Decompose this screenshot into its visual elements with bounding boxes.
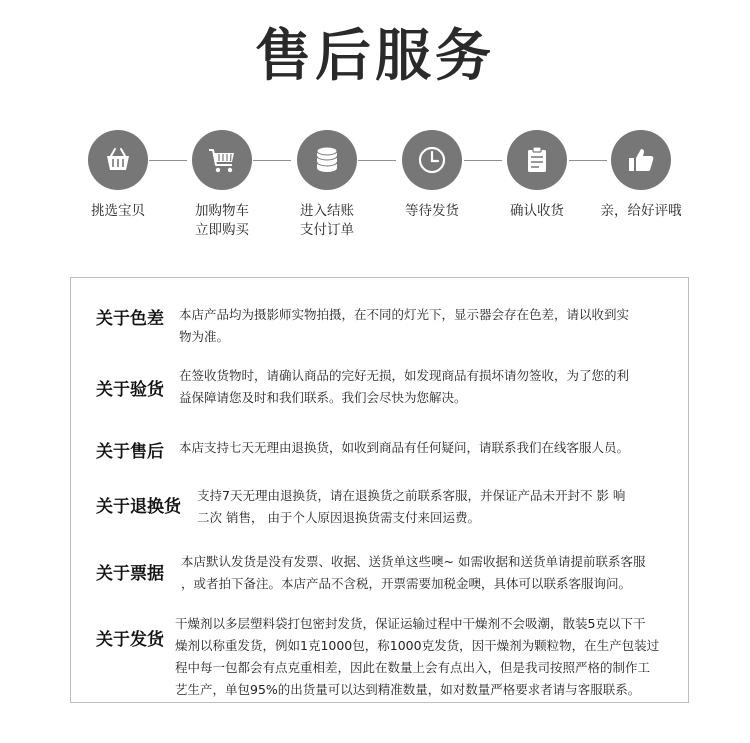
clipboard-icon: [507, 130, 567, 190]
shopping-cart-icon: [192, 130, 252, 190]
section-body: [181, 551, 645, 595]
section-line: 支持7天无理由退换货，请在退换货之前联系客服，并保证产品未开封不 影 响: [197, 488, 626, 503]
step-review: [586, 130, 696, 221]
section-heading: 关于票据: [96, 564, 164, 584]
thumbs-up-icon: [611, 130, 671, 190]
basket-icon: [88, 130, 148, 190]
section-line: 干燥剂以多层塑料袋打包密封发货，保证运输过程中干燥剂不会吸潮，散装5克以下干: [175, 616, 646, 631]
section-line: 本店支持七天无理由退换货，如收到商品有任何疑问，请联系我们在线客服人员。: [179, 440, 630, 455]
step-label-line: 亲，给好评哦: [600, 203, 682, 219]
step-label-line: 等待发货: [405, 203, 459, 219]
section-body: [197, 485, 625, 529]
clock-icon: [402, 130, 462, 190]
section-line: 物为准。: [179, 329, 230, 344]
section-body: [179, 437, 629, 459]
section-heading: 关于验货: [96, 380, 164, 400]
step-add-to-cart: [167, 130, 277, 240]
section-line: 艺生产，单包95%的出货量可以达到精准数量，如对数量严格要求者请与客服联系。: [175, 682, 641, 697]
section-body: [179, 304, 629, 348]
section-line: 程中每一包都会有点克重相差，因此在数量上会有点出入，但是我司按照严格的制作工: [175, 660, 651, 675]
section-line: ，或者拍下备注。本店产品不含税，开票需要加税金噢，具体可以联系客服询问。: [181, 576, 632, 591]
step-select-item: [63, 130, 173, 221]
page-title: 售后服务: [255, 24, 495, 89]
section-heading: 关于退换货: [96, 497, 181, 517]
section-line: 在签收货物时，请确认商品的完好无损，如发现商品有损坏请勿签收，为了您的利: [179, 368, 630, 383]
section-body: [179, 365, 629, 409]
policy-panel: [70, 277, 689, 703]
section-heading: 关于色差: [96, 309, 164, 329]
step-checkout: [272, 130, 382, 240]
section-heading: 关于售后: [96, 442, 164, 462]
step-label-line: 加购物车: [195, 203, 249, 219]
section-line: 燥剂以称重发货，例如1克1000包，称1000克发货，因干燥剂为颗粒物，在生产包装过: [175, 638, 660, 653]
step-label-line: 确认收货: [510, 203, 564, 219]
step-confirm-receipt: [482, 130, 592, 221]
section-line: 本店产品均为摄影师实物拍摄，在不同的灯光下，显示器会存在色差，请以收到实: [179, 307, 630, 322]
step-wait-shipping: [377, 130, 487, 221]
section-line: 本店默认发货是没有发票、收据、送货单这些噢~ 如需收据和送货单请提前联系客服: [181, 554, 646, 569]
step-label-line: 进入结账: [300, 203, 354, 219]
process-steps: [0, 130, 750, 240]
step-label-line: 挑选宝贝: [91, 203, 145, 219]
section-heading: 关于发货: [96, 630, 164, 650]
step-label-line: 支付订单: [300, 222, 354, 238]
coins-icon: [297, 130, 357, 190]
step-label-line: 立即购买: [195, 222, 249, 238]
section-line: 益保障请您及时和我们联系。我们会尽快为您解决。: [179, 390, 467, 405]
section-line: 二次 销售， 由于个人原因退换货需支付来回运费。: [197, 510, 480, 525]
section-body: [175, 613, 659, 701]
